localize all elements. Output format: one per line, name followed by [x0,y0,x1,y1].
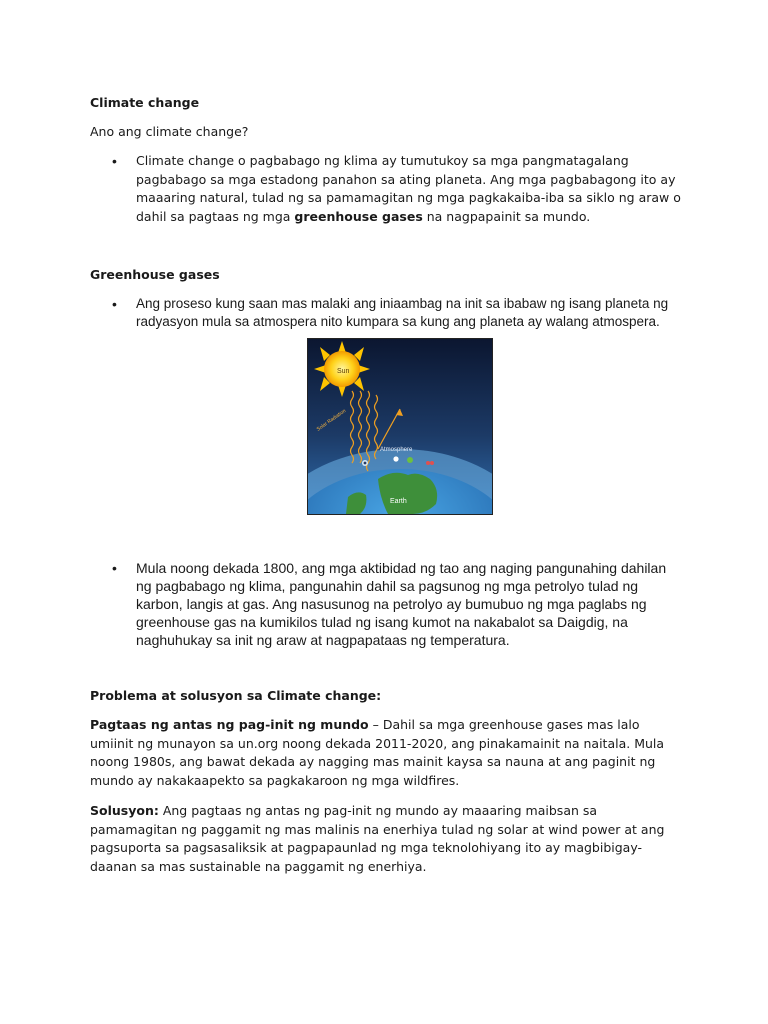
paragraph-solution-text: Ang pagtaas ng antas ng pag-init ng mundo ay maaaring maibsan sa pamamagitan ng paggamit ng mas malinis na enerhiya tulad ng solar at wind power at ang pagsuporta sa pagsasaliksik at pagpapaunlad ng mga teknolohiyang ito ay magbibigay-daanan sa mas sustainable na paggamit ng enerhiya. [90,803,665,874]
atmosphere-label: Atmosphere [380,447,413,453]
bullet-1-text [136,152,686,226]
molecule-3 [407,457,413,463]
heading-climate-change: Climate change [90,95,200,110]
bullet-1-pre: Climate change o pagbabago ng klima ay tumutukoy sa mga pangmatagalang pagbabago sa mga estadong panahon sa ating planeta. Ang mga pagbabagong ito ay maaaring natural, tulad ng sa pamamagitan ng mga pagkakaiba-iba sa siklo ng araw o dahil sa pagtaas ng mga [136,153,681,224]
bullet-2-dot: • [112,296,117,312]
continent-shape [378,473,437,514]
paragraph-problem-bold: Pagtaas ng antas ng pag-init ng mundo [90,717,369,732]
molecule-2 [393,456,398,461]
paragraph-solution [90,802,680,876]
paragraph-solution-bold: Solusyon: [90,803,159,818]
bullet-3-dot: • [112,560,117,576]
greenhouse-diagram [308,339,492,514]
heading-greenhouse-gases: Greenhouse gases [90,267,220,282]
solar-radiation-label: Solar Radiation [315,408,348,433]
greenhouse-effect-figure [307,338,493,515]
bullet-1-dot: • [112,153,117,169]
earth-label: Earth [390,498,407,505]
bullet-2-text: Ang proseso kung saan mas malaki ang iniaambag na init sa ibabaw ng isang planeta ng radyasyon mula sa atmospera nito kumpara sa kung ang planeta ay walang atmospera. [136,296,669,329]
bullet-3-text: Mula noong dekada 1800, ang mga aktibidad ng tao ang naging pangunahing dahilan ng pagbabago ng klima, pangunahin dahil sa pagsunog ng mga petrolyo tulad ng karbon, langis at gas. Ang nasusunog na petrolyo ay bumubuo ng mga paglabs ng greenhouse gas na kumikilos tulad ng isang kumot na nakabalot sa Daigdig, na naghuhukay sa init ng araw at nagpapataas ng temperatura. [136,560,667,648]
bullet-1-post: na nagpapainit sa mundo. [422,208,591,224]
paragraph-problem-text: – Dahil sa mga greenhouse gases mas lalo umiinit ng munayon sa un.org noong dekada 2011-2020, ang pinakamainit na naitala. Mula noong 1980s, ang bawat dekada ay nagging mas mainit kaysa sa nauna at ang paginit ng mundo ay nakakaapekto sa pagkakaroon ng mga wildfires. [90,717,665,788]
sun-label: Sun [337,368,350,375]
heading-problem-solution: Problema at solusyon sa Climate change: [90,688,382,703]
molecule-4 [426,461,430,465]
question-text: Ano ang climate change? [90,124,249,139]
paragraph-problem [90,716,680,790]
bullet-1-bold: greenhouse gases [294,208,423,224]
